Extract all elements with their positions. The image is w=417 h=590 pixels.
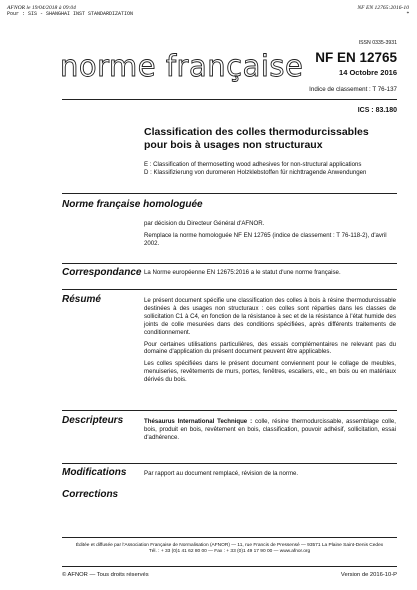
divider (62, 566, 397, 567)
paragraph: La Norme européenne EN 12675:2016 a le statut d'une norme française. (144, 269, 341, 276)
divider (62, 99, 397, 100)
title-german: D : Klassifizierung von duromeren Holzklebstoffen für nichttragende Anwendungen (144, 169, 367, 176)
paragraph: Par rapport au document remplacé, révision de la norme. (144, 470, 299, 477)
paragraph: Pour certaines utilisations particulières, des essais complémentaires ne relevant pas du domaine d'application du présent document peuvent être applicables. (144, 340, 396, 356)
page-header-left (7, 5, 133, 18)
translated-titles (144, 161, 394, 177)
document-title: Classification des colles thermodurcissables pour bois à usages non structuraux (144, 126, 369, 151)
section-body-descripteurs (144, 418, 396, 446)
section-body-correspondance (144, 269, 396, 281)
divider (62, 193, 397, 194)
section-body-modifications (144, 470, 396, 482)
publisher-address: Éditée et diffusée par l'Association Française de Normalisation (AFNOR) — 11, rue Francis de Pressensé — 93571 La Plaine Saint-Denis Cedex (75, 543, 384, 548)
paragraph: Le présent document spécifie une classification des colles à bois à résine thermodurcissable destinées à des usages non structuraux : ces colles sont réparties dans les classes de sollicitation C1 à C4, en fonction de la résistance à sec et de la résistance à l'état humide des joints de colle mesurées dans des conditions spécifiées, après différents traitements de conditionnement. (144, 297, 396, 336)
section-heading-resume: Résumé (62, 294, 101, 305)
publisher-contact: Tél. : + 33 (0)1 41 62 80 00 — Fax : + 33 (0)1 49 17 90 00 — www.afnor.org (148, 549, 311, 555)
standard-date: 14 Octobre 2016 (339, 68, 397, 77)
divider (62, 463, 397, 464)
standard-number: NF EN 12765 (315, 50, 397, 65)
paragraph: Les colles spécifiées dans le présent document conviennent pour le collage de meubles, menuiseries, revêtements de murs, portes, fenêtres, escaliers, etc., en bois ou en matériaux dérivés du bois. (144, 360, 396, 384)
keywords: colle, résine thermodurcissable, assemblage colle, bois, produit en bois, revêtement en bois, classification, pouvoir adhésif, sollicitation, essai d'adhérence. (144, 418, 396, 441)
divider (62, 263, 397, 264)
header-reference: NF EN 12765:2016-10 (357, 5, 409, 11)
section-heading-descripteurs: Descripteurs (62, 415, 124, 426)
header-asterisk: * (406, 11, 409, 18)
publisher-footer (62, 543, 397, 555)
version: Version de 2016-10-P (340, 572, 397, 578)
thesaurus-label: Thésaurus International Technique : (144, 418, 253, 425)
section-body-resume (144, 297, 396, 388)
page-header-right (357, 5, 409, 18)
section-heading-corrections: Corrections (62, 489, 119, 500)
brand-logo: norme française (60, 49, 304, 83)
ics-code: ICS : 83.180 (357, 107, 397, 114)
divider (62, 289, 397, 290)
licensee-line: Pour : SIS - SHANGHAI INST STANDARDIZATION (7, 11, 134, 18)
copyright: © AFNOR — Tous droits réservés (62, 572, 149, 578)
section-heading-modifications: Modifications (62, 467, 127, 478)
divider (62, 537, 397, 538)
issn: ISSN 0335-3931 (358, 40, 397, 46)
title-english: E : Classification of thermosetting wood adhesives for non-structural applications (144, 161, 362, 168)
paragraph (144, 418, 396, 442)
paragraph: par décision du Directeur Général d'AFNOR. (144, 220, 265, 227)
divider (62, 410, 397, 411)
print-timestamp: AFNOR le 19/04/2018 à 09:04 (7, 5, 76, 11)
section-heading-homologuee: Norme française homologuée (62, 199, 203, 210)
section-body-homologuee (144, 220, 396, 252)
section-heading-correspondance: Correspondance (62, 267, 142, 278)
paragraph: Remplace la norme homologuée NF EN 12765 (indice de classement : T 76-118-2), d'avril 2002. (144, 231, 387, 247)
classification-index: Indice de classement : T 76-137 (309, 86, 397, 93)
